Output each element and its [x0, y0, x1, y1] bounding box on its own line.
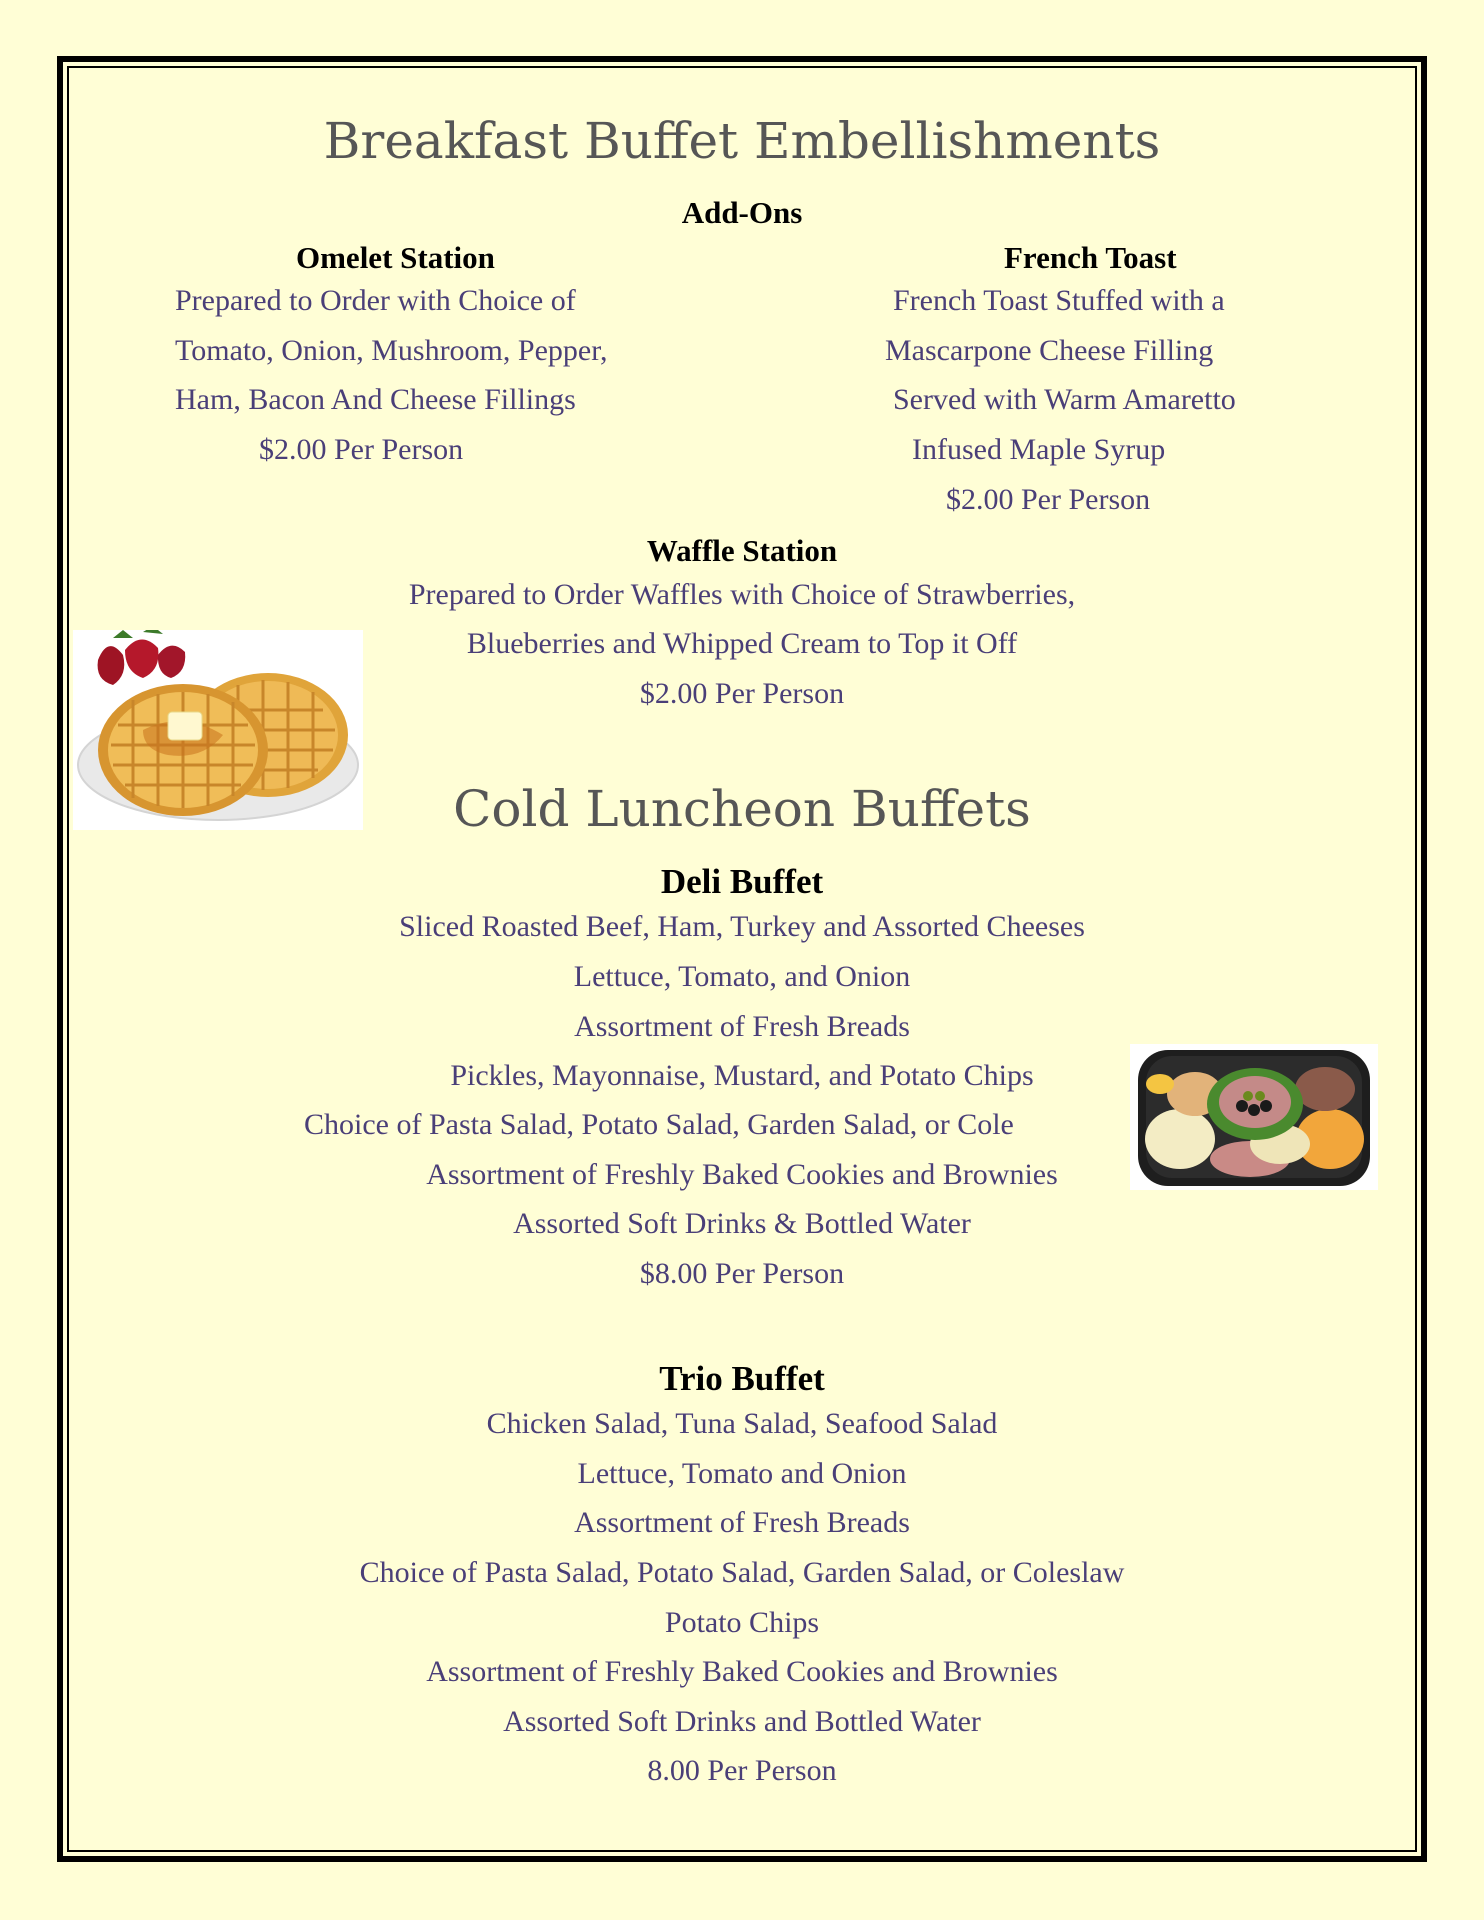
- deli-price: $8.00 Per Person: [639, 1257, 845, 1290]
- french-toast-line: Mascarpone Cheese Filling: [885, 334, 1214, 367]
- omelet-line: Tomato, Onion, Mushroom, Pepper,: [175, 334, 608, 367]
- omelet-line: Prepared to Order with Choice of: [175, 284, 576, 317]
- trio-line: Choice of Pasta Salad, Potato Salad, Garden Salad, or Coleslaw: [359, 1556, 1125, 1589]
- french-toast-line: Infused Maple Syrup: [912, 433, 1166, 466]
- trio-line: Assortment of Freshly Baked Cookies and Brownies: [426, 1655, 1058, 1688]
- trio-line: Lettuce, Tomato and Onion: [577, 1457, 907, 1490]
- deli-line: Choice of Pasta Salad, Potato Salad, Garden Salad, or Cole: [304, 1108, 1014, 1141]
- luncheon-title: Cold Luncheon Buffets: [453, 780, 1031, 838]
- waffle-line: Prepared to Order Waffles with Choice of Strawberries,: [408, 578, 1076, 611]
- omelet-line: Ham, Bacon And Cheese Fillings: [175, 383, 576, 416]
- trio-line: Assortment of Fresh Breads: [574, 1506, 910, 1539]
- waffle-line: Blueberries and Whipped Cream to Top it Off: [466, 627, 1018, 660]
- deli-line: Pickles, Mayonnaise, Mustard, and Potato Chips: [450, 1059, 1034, 1092]
- trio-line: Assorted Soft Drinks and Bottled Water: [503, 1705, 981, 1738]
- deli-line: Assortment of Freshly Baked Cookies and Brownies: [426, 1158, 1058, 1191]
- deli-line: Assorted Soft Drinks & Bottled Water: [513, 1207, 971, 1240]
- addons-subtitle: Add-Ons: [681, 195, 803, 230]
- omelet-price: $2.00 Per Person: [259, 433, 464, 466]
- trio-line: Potato Chips: [664, 1606, 820, 1639]
- deli-heading: Deli Buffet: [660, 862, 824, 901]
- waffle-price: $2.00 Per Person: [639, 677, 845, 710]
- waffle-heading: Waffle Station: [646, 533, 838, 568]
- french-toast-line: French Toast Stuffed with a: [893, 284, 1225, 317]
- trio-heading: Trio Buffet: [659, 1359, 825, 1398]
- deli-line: Lettuce, Tomato, and Onion: [573, 960, 911, 993]
- breakfast-title: Breakfast Buffet Embellishments: [323, 112, 1161, 170]
- french-toast-line: Served with Warm Amaretto: [893, 383, 1236, 416]
- omelet-heading: Omelet Station: [296, 240, 495, 275]
- french-toast-heading: French Toast: [1004, 240, 1177, 275]
- french-toast-price: $2.00 Per Person: [946, 483, 1151, 516]
- trio-line: Chicken Salad, Tuna Salad, Seafood Salad: [486, 1407, 998, 1440]
- deli-line: Sliced Roasted Beef, Ham, Turkey and Assorted Cheeses: [399, 910, 1085, 943]
- deli-platter-image: [1130, 1044, 1378, 1190]
- deli-line: Assortment of Fresh Breads: [574, 1010, 910, 1043]
- trio-price: 8.00 Per Person: [647, 1754, 837, 1787]
